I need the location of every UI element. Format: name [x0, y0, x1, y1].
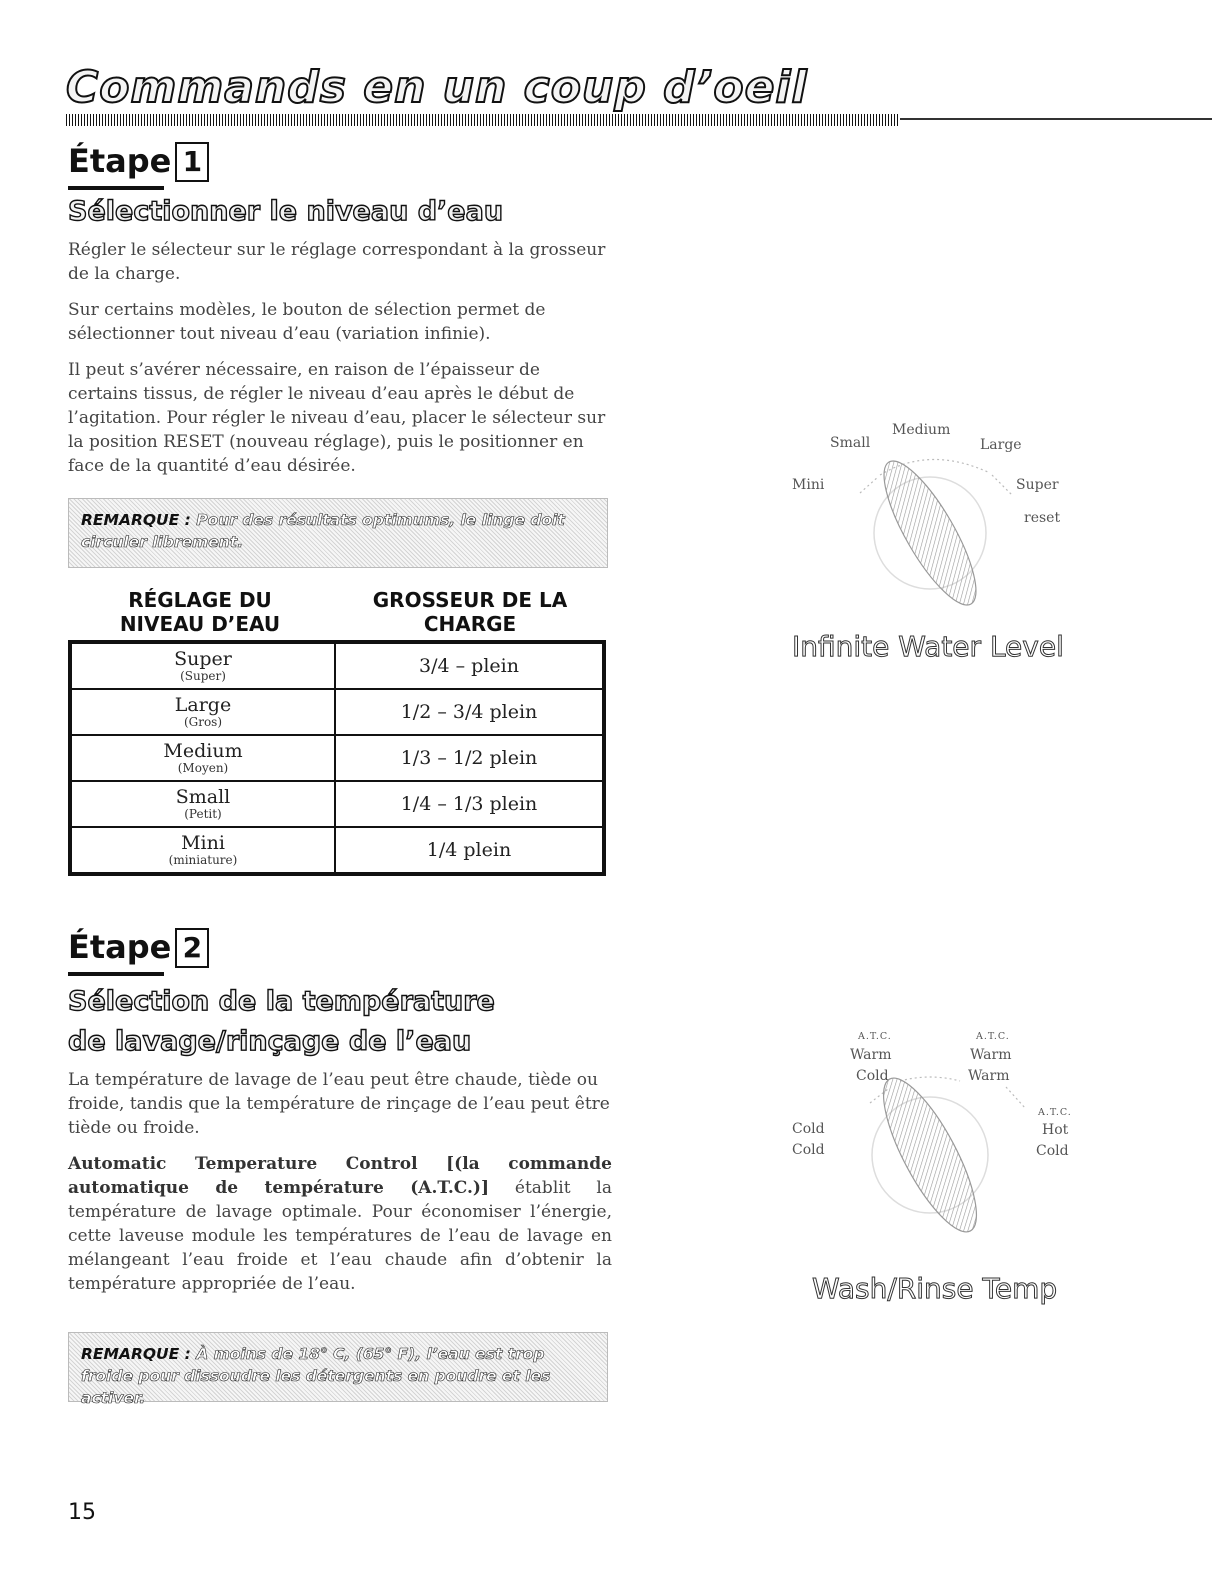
dial-label-warm-top-left: Warm — [850, 1047, 892, 1063]
table-row — [70, 735, 604, 781]
wash-rinse-dial-figure — [780, 1025, 1080, 1255]
table-cell-setting — [70, 689, 335, 735]
setting-translation: (Moyen) — [177, 761, 229, 775]
step1-number: 1 — [175, 142, 209, 182]
step2-body — [68, 1068, 612, 1296]
dial-label-medium: Medium — [892, 422, 951, 438]
title-rule — [66, 114, 900, 126]
step1-note-text: Pour des résultats optimums, le linge doit circuler librement. — [81, 511, 565, 551]
table-row — [70, 827, 604, 874]
dial-label-reset: reset — [1024, 510, 1061, 526]
table-header-setting: RÉGLAGE DU NIVEAU D’EAU — [119, 588, 281, 636]
dial-label-warm-top-right: Warm — [970, 1047, 1012, 1063]
step1-note-label: REMARQUE : — [81, 511, 191, 529]
dial-arc-right — [992, 475, 1012, 495]
table-row — [70, 781, 604, 827]
step1-note — [68, 498, 608, 568]
table-cell-load: 1/4 plein — [335, 827, 604, 874]
step1-paragraph-2: Sur certains modèles, le bouton de sélection permet de sélectionner tout niveau d’eau (variation infinie). — [68, 300, 546, 344]
step2-title-line2: de lavage/rinçage de l’eau — [68, 1026, 472, 1057]
page-number: 15 — [68, 1500, 96, 1525]
dial-knob[interactable] — [867, 1067, 994, 1243]
step2-paragraph-2-rest: établit la température de lavage optimale. Pour économiser l’énergie, cette laveuse module les températures de l’eau de lavage en mélangeant l’eau froide et l’eau chaude afin d’obtenir la température appropriée de l’eau. — [68, 1178, 613, 1294]
step2-note — [68, 1332, 608, 1407]
table-cell-load: 1/4 – 1/3 plein — [335, 781, 604, 827]
step2-title-line1: Sélection de la température — [68, 986, 495, 1017]
step1-title: Sélectionner le niveau d’eau — [68, 196, 504, 227]
dial-label-atc-right: A.T.C. — [1038, 1107, 1072, 1118]
step1-heading — [68, 142, 209, 182]
dial-label-warm-right: Warm — [968, 1068, 1010, 1084]
dial-knob[interactable] — [868, 450, 992, 615]
step1-paragraph-1: Régler le sélecteur sur le réglage correspondant à la grosseur de la charge. — [68, 240, 606, 284]
dial-arc — [900, 1077, 960, 1081]
dial-label-cold-top-left: Cold — [856, 1068, 889, 1084]
table-cell-load: 1/3 – 1/2 plein — [335, 735, 604, 781]
setting-name: Small — [175, 786, 231, 808]
table-row — [70, 642, 604, 689]
dial-label-hot: Hot — [1042, 1122, 1069, 1138]
table-row — [70, 689, 604, 735]
step2-paragraph-2-bold: Automatic Temperature Control [(la commande automatique de température (A.T.C.)] — [68, 1154, 612, 1198]
setting-name: Large — [174, 694, 232, 716]
step2-underline — [68, 972, 164, 976]
step1-underline — [68, 186, 164, 190]
table-cell-setting — [70, 781, 335, 827]
table-header-load: GROSSEUR DE LA CHARGE — [372, 588, 568, 636]
dial-label-cold-left-1: Cold — [792, 1121, 825, 1137]
table-cell-setting — [70, 827, 335, 874]
step2-paragraph-2 — [68, 1152, 612, 1296]
step1-label: Étape — [68, 142, 172, 180]
setting-translation: (miniature) — [168, 853, 238, 867]
dial-label-cold-right: Cold — [1036, 1143, 1069, 1159]
step1-paragraph-3: Il peut s’avérer nécessaire, en raison de l’épaisseur de certains tissus, de régler le niveau d’eau après le début de l’agitation. Pour régler le niveau d’eau, placer le sélecteur sur la position RESET (nouveau réglage), puis le positionner en face de la quantité d’eau désirée. — [68, 360, 606, 476]
dial-label-large: Large — [980, 437, 1022, 453]
setting-translation: (Petit) — [184, 807, 222, 821]
step2-paragraph-1: La température de lavage de l’eau peut être chaude, tiède ou froide, tandis que la température de rinçage de l’eau peut être tiède ou froide. — [68, 1070, 610, 1138]
water-level-dial-figure — [780, 415, 1080, 615]
wash-rinse-dial — [780, 1025, 1080, 1255]
setting-name: Mini — [181, 832, 225, 854]
table-cell-setting — [70, 642, 335, 689]
step2-note-text: À moins de 18° C, (65° F), l’eau est trop froide pour dissoudre les détergents en poudre et les activer. — [81, 1345, 551, 1407]
step2-note-label: REMARQUE : — [81, 1345, 191, 1363]
dial-label-super: Super — [1016, 477, 1059, 493]
dial-label-mini: Mini — [792, 477, 825, 493]
setting-name: Medium — [163, 740, 243, 762]
dial-label-atc-top-left: A.T.C. — [858, 1031, 892, 1042]
setting-name: Super — [174, 648, 232, 670]
dial-arc-left — [860, 477, 878, 493]
table-cell-load: 3/4 – plein — [335, 642, 604, 689]
water-level-table — [68, 640, 606, 876]
dial-label-atc-top-right: A.T.C. — [976, 1031, 1010, 1042]
setting-translation: (Super) — [180, 669, 226, 683]
wash-rinse-caption: Wash/Rinse Temp — [812, 1272, 1058, 1305]
page-title: Commands en un coup d’oeil — [66, 62, 808, 113]
step2-number: 2 — [175, 928, 209, 968]
step1-body — [68, 238, 612, 478]
step2-label: Étape — [68, 928, 172, 966]
step2-heading — [68, 928, 209, 968]
setting-translation: (Gros) — [183, 715, 223, 729]
water-level-caption: Infinite Water Level — [792, 630, 1064, 663]
table-cell-load: 1/2 – 3/4 plein — [335, 689, 604, 735]
table-cell-setting — [70, 735, 335, 781]
dial-arc-right — [1006, 1087, 1026, 1109]
dial-label-small: Small — [830, 435, 871, 451]
title-rule-thin — [900, 118, 1212, 120]
dial-label-cold-left-2: Cold — [792, 1142, 825, 1158]
